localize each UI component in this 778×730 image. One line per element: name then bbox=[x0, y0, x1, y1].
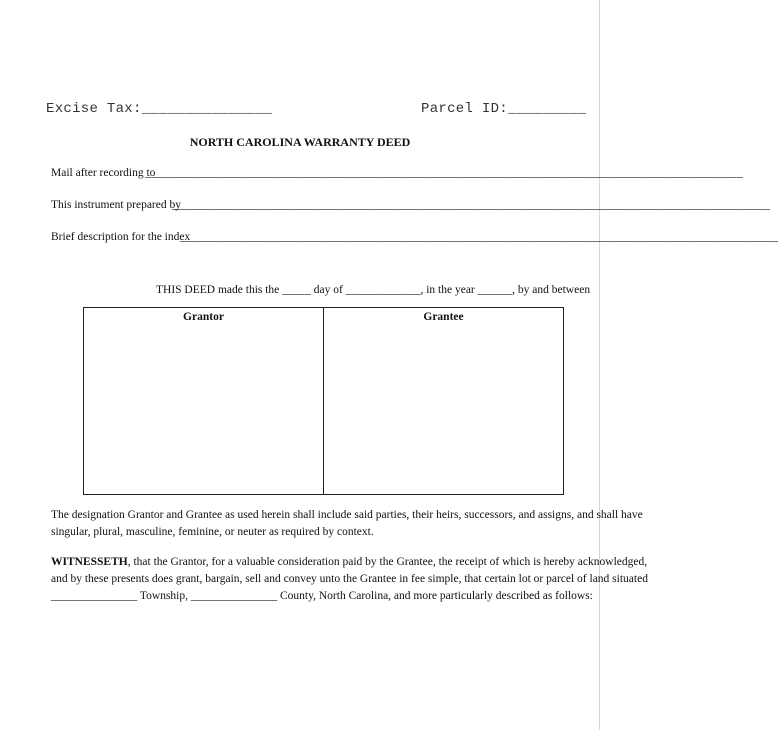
excise-tax-label: Excise Tax: bbox=[46, 101, 142, 117]
grantee-header: Grantee bbox=[423, 311, 464, 323]
grantor-header: Grantor bbox=[183, 311, 224, 323]
designation-line-1: The designation Grantor and Grantee as used herein shall include said parties, their heirs, successors, and assigns, and shall have bbox=[51, 509, 643, 521]
county-blank[interactable]: _______________ bbox=[190, 590, 278, 602]
parcel-id bbox=[421, 101, 586, 117]
brief-description-label: Brief description for the index bbox=[51, 231, 191, 243]
witnesseth-line-2: and by these presents does grant, bargain, sell and convey unto the Grantee in fee simple, that certain lot or parcel of land situated bbox=[51, 573, 648, 585]
by-and-between-text: , by and between bbox=[512, 284, 591, 296]
witnesseth-line-1-text: , that the Grantor, for a valuable consideration paid by the Grantee, the receipt of which is hereby acknowledged, bbox=[127, 556, 648, 568]
prepared-by-line[interactable]: ________________________________________________________________________________________________________ bbox=[172, 199, 770, 211]
year-blank[interactable]: ______ bbox=[477, 284, 513, 296]
township-label: Township, bbox=[139, 590, 188, 602]
witnesseth-label: WITNESSETH bbox=[51, 556, 128, 568]
day-blank[interactable]: _____ bbox=[282, 284, 311, 296]
excise-tax-blank[interactable]: _______________ bbox=[141, 101, 273, 117]
brief-description-line[interactable]: ________________________________________________________________________________________________________ bbox=[180, 231, 778, 243]
day-of-text: day of bbox=[313, 284, 343, 296]
witnesseth-line-1 bbox=[51, 556, 648, 568]
mail-after-recording-label: Mail after recording to bbox=[51, 167, 156, 179]
excise-tax bbox=[46, 101, 272, 117]
witnesseth-line-3 bbox=[51, 590, 593, 602]
prepared-by-label: This instrument prepared by bbox=[51, 199, 181, 211]
parcel-id-blank[interactable]: _________ bbox=[508, 101, 587, 117]
mail-after-recording-line[interactable]: ________________________________________________________________________________________________________ bbox=[145, 167, 743, 179]
in-the-year-text: , in the year bbox=[420, 284, 475, 296]
county-label: County, North Carolina, and more particularly described as follows: bbox=[280, 590, 593, 602]
parties-table bbox=[83, 307, 564, 495]
document-title: NORTH CAROLINA WARRANTY DEED bbox=[189, 135, 411, 149]
parties-divider bbox=[323, 308, 324, 494]
parcel-id-label: Parcel ID: bbox=[421, 101, 509, 117]
month-blank[interactable]: _____________ bbox=[345, 284, 421, 296]
township-blank[interactable]: _______________ bbox=[51, 590, 138, 602]
this-deed-text: THIS DEED made this the bbox=[156, 284, 280, 296]
deed-line bbox=[156, 284, 590, 296]
designation-line-2: singular, plural, masculine, feminine, or neuter as required by context. bbox=[51, 526, 374, 538]
